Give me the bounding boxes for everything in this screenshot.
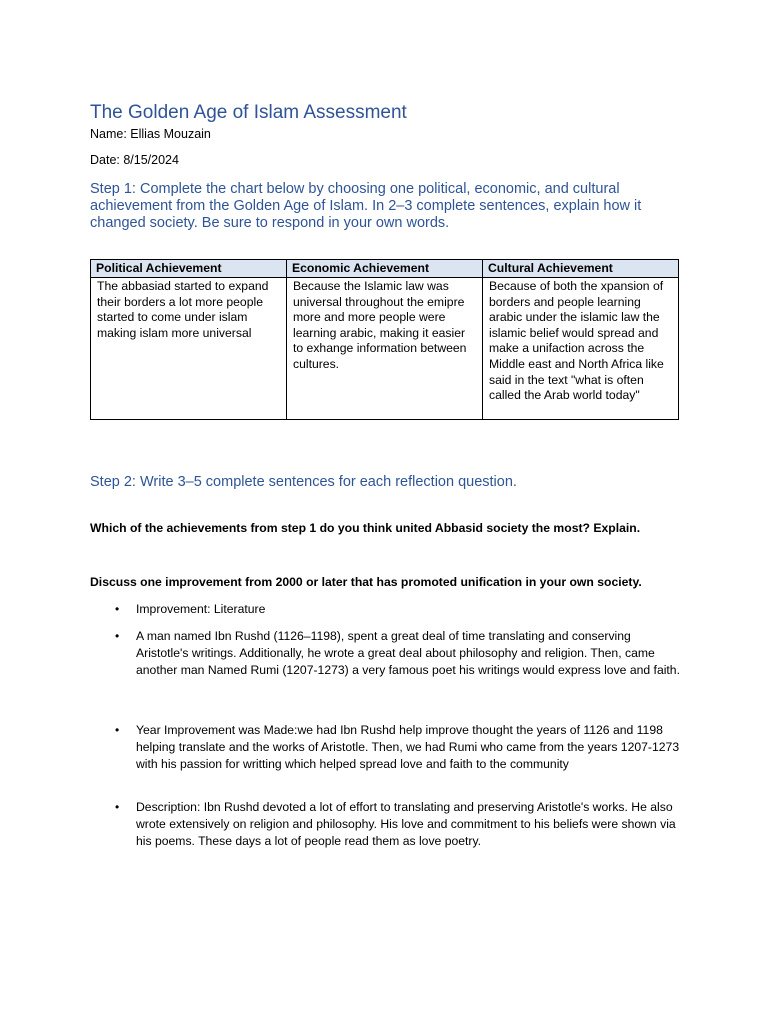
achievement-table xyxy=(90,259,679,420)
cell-cultural: Because of both the xpansion of borders and people learning arabic under the islamic law the islamic belief would spread and make a unifaction across the Middle east and North Africa like said in the text "what is often called the Arab world today" xyxy=(483,278,679,420)
header-cultural: Cultural Achievement xyxy=(483,260,679,278)
table-header-row xyxy=(91,260,679,278)
table-row xyxy=(91,278,679,420)
bullet-icon: • xyxy=(115,723,120,737)
cell-political: The abbasiad started to expand their borders a lot more people started to come under islam making islam more universal xyxy=(91,278,287,420)
step2-instructions: Step 2: Write 3–5 complete sentences for each reflection question. xyxy=(90,474,517,490)
question-1: Which of the achievements from step 1 do you think united Abbasid society the most? Explain. xyxy=(90,521,641,535)
bullet-text: Improvement: Literature xyxy=(136,602,266,616)
bullet-icon: • xyxy=(115,800,120,814)
question-2: Discuss one improvement from 2000 or later that has promoted unification in your own society. xyxy=(90,575,642,589)
bullet-text: A man named Ibn Rushd (1126–1198), spent a great deal of time translating and conserving Aristotle's writings. Additionally, he wrote a great deal about philosophy and religion. Then, came another man Named Rumi (1207-1273) a very famous poet his writings would express love and faith. xyxy=(136,629,680,677)
bullet-text: Year Improvement was Made:we had Ibn Rushd help improve thought the years of 1126 and 1198 helping translate and the works of Aristotle. Then, we had Rumi who came from the years 1207-1273 with his passion for writting which helped spread love and faith to the community xyxy=(136,723,680,771)
date-line: Date: 8/15/2024 xyxy=(90,153,179,167)
header-political: Political Achievement xyxy=(91,260,287,278)
bullet-text: Description: Ibn Rushd devoted a lot of effort to translating and preserving Aristotle's works. He also wrote extensively on religion and philosophy. His love and commitment to his beliefs were shown via his poems. These days a lot of people read them as love poetry. xyxy=(136,800,676,848)
header-economic: Economic Achievement xyxy=(287,260,483,278)
bullet-icon: • xyxy=(115,629,120,643)
cell-economic: Because the Islamic law was universal throughout the emipre more and more people were learning arabic, making it easier to exhange information between cultures. xyxy=(287,278,483,420)
document-title: The Golden Age of Islam Assessment xyxy=(90,102,407,123)
step1-instructions: Step 1: Complete the chart below by choosing one political, economic, and cultural achievement from the Golden Age of Islam. In 2–3 complete sentences, explain how it changed society. Be sure to respond in your own words. xyxy=(90,181,642,231)
name-line: Name: Ellias Mouzain xyxy=(90,127,211,141)
bullet-icon: • xyxy=(115,602,120,616)
